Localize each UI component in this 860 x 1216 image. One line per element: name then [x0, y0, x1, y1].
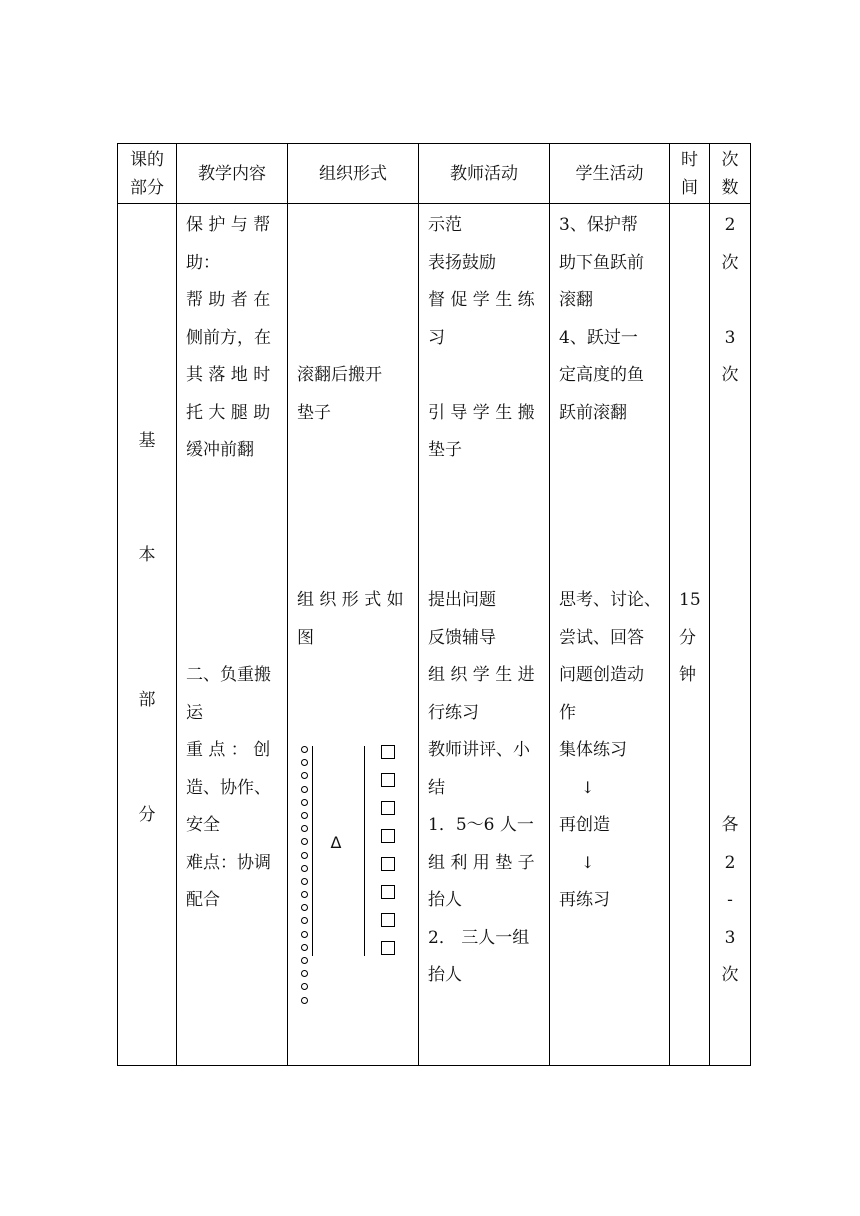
student-circle [301, 746, 308, 753]
count-block2: 各 2 - 3 次 [721, 815, 739, 985]
content-weight-carry: 二、负重搬 运 重 点 ： 创 造、协作、 安全 难点：协调 配合 [186, 665, 271, 910]
part-label-char: 基 [138, 431, 156, 451]
student-circle [301, 759, 308, 766]
student-circle [301, 799, 308, 806]
student-circle [301, 865, 308, 872]
table-border-right [750, 143, 751, 1066]
part-label-char: 本 [138, 545, 156, 565]
student-circle [301, 931, 308, 938]
header-count: 次 数 [721, 150, 739, 198]
student-repractice: 再练习 [559, 890, 610, 910]
student-circle [301, 970, 308, 977]
part-label-char: 部 [138, 690, 156, 710]
mat-square [381, 885, 395, 899]
student-circle [301, 825, 308, 832]
header-part: 课的 部分 [130, 150, 164, 198]
mat-row-squares [381, 745, 395, 969]
student-circle [301, 838, 308, 845]
count-block1: 2 次 3 次 [721, 215, 739, 385]
organization-roll-mat: 滚翻后搬开 垫子 [297, 365, 382, 423]
mat-square [381, 801, 395, 815]
table-border-left [117, 143, 118, 1066]
right-boundary-line [364, 746, 365, 956]
header-student-activity: 学生活动 [575, 164, 644, 184]
part-label-char: 分 [138, 805, 156, 825]
mat-square [381, 745, 395, 759]
header-time: 时 间 [681, 150, 698, 198]
table-border-bottom [117, 1065, 751, 1066]
column-divider [176, 143, 177, 1066]
organization-see-figure: 组 织 形 式 如 图 [297, 590, 404, 648]
student-circle [301, 786, 308, 793]
column-divider [287, 143, 288, 1066]
student-circle [301, 944, 308, 951]
formation-diagram [295, 740, 420, 970]
teacher-triangle-symbol: Δ [330, 833, 342, 852]
left-boundary-line [312, 746, 313, 956]
down-arrow-icon: ↓ [581, 853, 595, 872]
column-divider [549, 143, 550, 1066]
mat-square [381, 857, 395, 871]
teacher-activity-block2: 提出问题 反馈辅导 组 织 学 生 进 行练习 教师讲评、小 结 1．5～6 人一 组 利 用 垫 子 抬人 2． 三人一组 抬人 [428, 590, 535, 985]
header-organization: 组织形式 [319, 164, 387, 184]
header-teacher-activity: 教师活动 [450, 164, 518, 184]
mat-square [381, 773, 395, 787]
student-activity-block1: 3、保护帮 助下鱼跃前 滚翻 4、跃过一 定高度的鱼 跃前滚翻 [559, 215, 644, 423]
student-circle [301, 917, 308, 924]
student-row-circles [301, 746, 308, 1010]
mat-square [381, 913, 395, 927]
content-protection-help: 保 护 与 帮 助： 帮 助 者 在 侧前方，在 其 落 地 时 托 大 腿 助 缓冲前翻 [186, 215, 271, 460]
table-border-top [117, 143, 751, 144]
student-circle [301, 904, 308, 911]
student-circle [301, 878, 308, 885]
student-circle [301, 997, 308, 1004]
time-duration: 15 分 钟 [679, 590, 701, 685]
student-circle [301, 852, 308, 859]
mat-square [381, 941, 395, 955]
student-circle [301, 772, 308, 779]
header-content: 教学内容 [198, 164, 266, 184]
student-recreate: 再创造 [559, 815, 610, 835]
down-arrow-icon: ↓ [581, 778, 595, 797]
header-divider [117, 203, 751, 204]
student-circle [301, 957, 308, 964]
student-activity-block2: 思考、讨论、 尝试、回答 问题创造动 作 集体练习 [559, 590, 661, 760]
teacher-activity-block1: 示范 表扬鼓励 督 促 学 生 练 习 引 导 学 生 搬 垫子 [428, 215, 535, 460]
column-divider [669, 143, 670, 1066]
student-circle [301, 812, 308, 819]
mat-square [381, 829, 395, 843]
student-circle [301, 983, 308, 990]
student-circle [301, 891, 308, 898]
